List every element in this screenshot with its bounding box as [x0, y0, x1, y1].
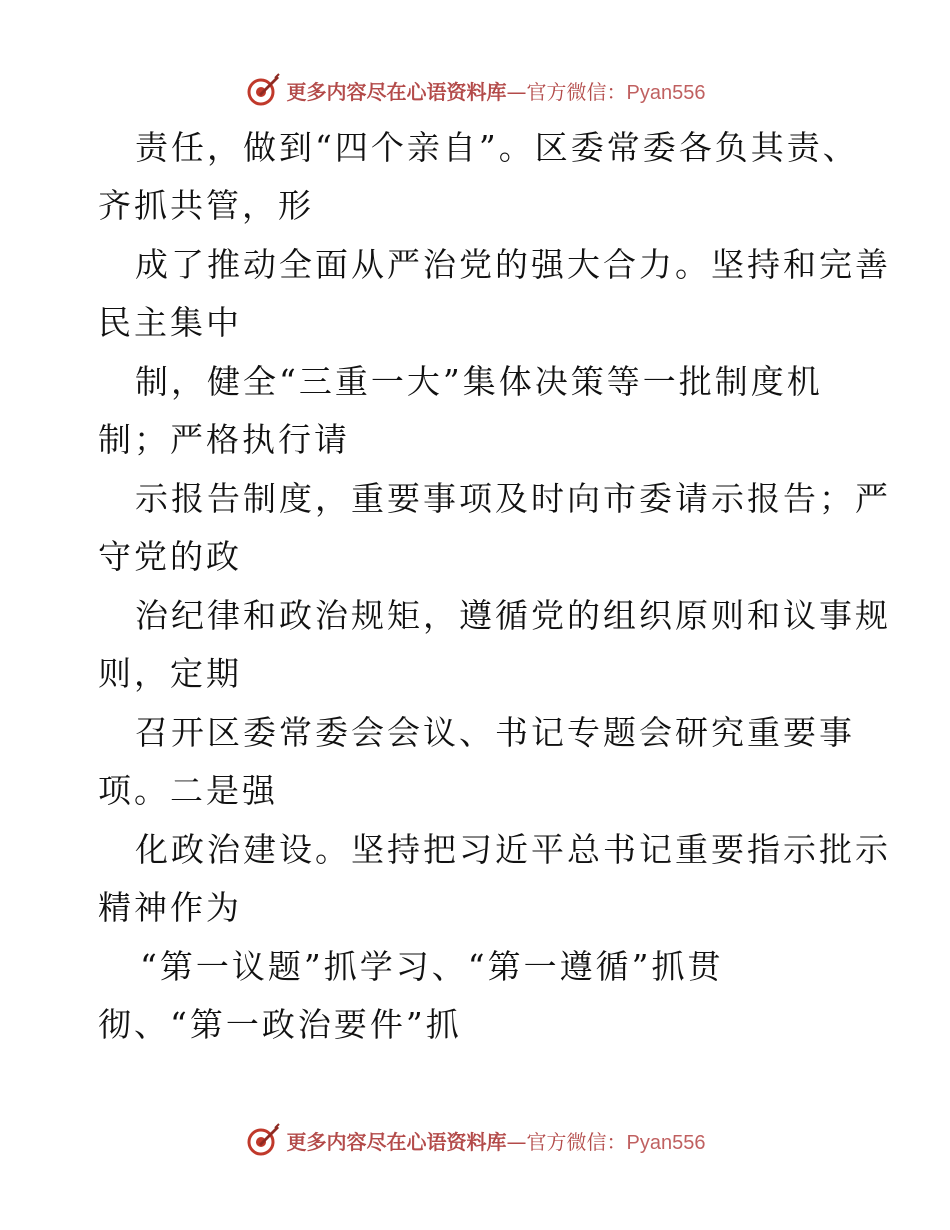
- footer-banner: [0, 1120, 950, 1160]
- body-line: 制；严格执行请: [98, 420, 350, 459]
- body-line: 治纪律和政治规矩，遵循党的组织原则和议事规: [135, 596, 891, 635]
- body-line: 则，定期: [98, 654, 242, 693]
- body-line: 召开区委常委会会议、书记专题会研究重要事: [135, 713, 855, 752]
- body-line: 示报告制度，重要事项及时向市委请示报告；严: [135, 479, 891, 518]
- header-dash: —: [506, 79, 527, 104]
- header-wechat-id: Pyan556: [626, 81, 706, 104]
- header-library-text: 更多内容尽在心语资料库: [286, 79, 507, 104]
- body-line: 化政治建设。坚持把习近平总书记重要指示批示: [135, 830, 891, 869]
- body-line: 精神作为: [98, 888, 242, 927]
- footer-wechat-id: Pyan556: [626, 1131, 706, 1154]
- body-line: 齐抓共管，形: [98, 186, 314, 225]
- body-line: 彻、“第一政治要件”抓: [98, 1005, 462, 1044]
- footer-library-text: 更多内容尽在心语资料库: [286, 1129, 507, 1154]
- body-line: 成了推动全面从严治党的强大合力。坚持和完善: [135, 245, 891, 284]
- body-line: 责任，做到“四个亲自”。区委常委各负其责、: [135, 128, 859, 167]
- body-line: 项。二是强: [98, 771, 278, 810]
- body-line: 守党的政: [98, 537, 242, 576]
- body-line: 制，健全“三重一大”集体决策等一批制度机: [135, 362, 823, 401]
- header-wechat-label: 官方微信：: [526, 79, 627, 104]
- library-logo-icon: [245, 1122, 281, 1158]
- footer-wechat-label: 官方微信：: [526, 1129, 627, 1154]
- body-line: “第一议题”抓学习、“第一遵循”抓贯: [140, 947, 724, 986]
- footer-dash: —: [506, 1129, 527, 1154]
- body-line: 民主集中: [98, 303, 242, 342]
- footer-banner-text: [287, 1126, 706, 1155]
